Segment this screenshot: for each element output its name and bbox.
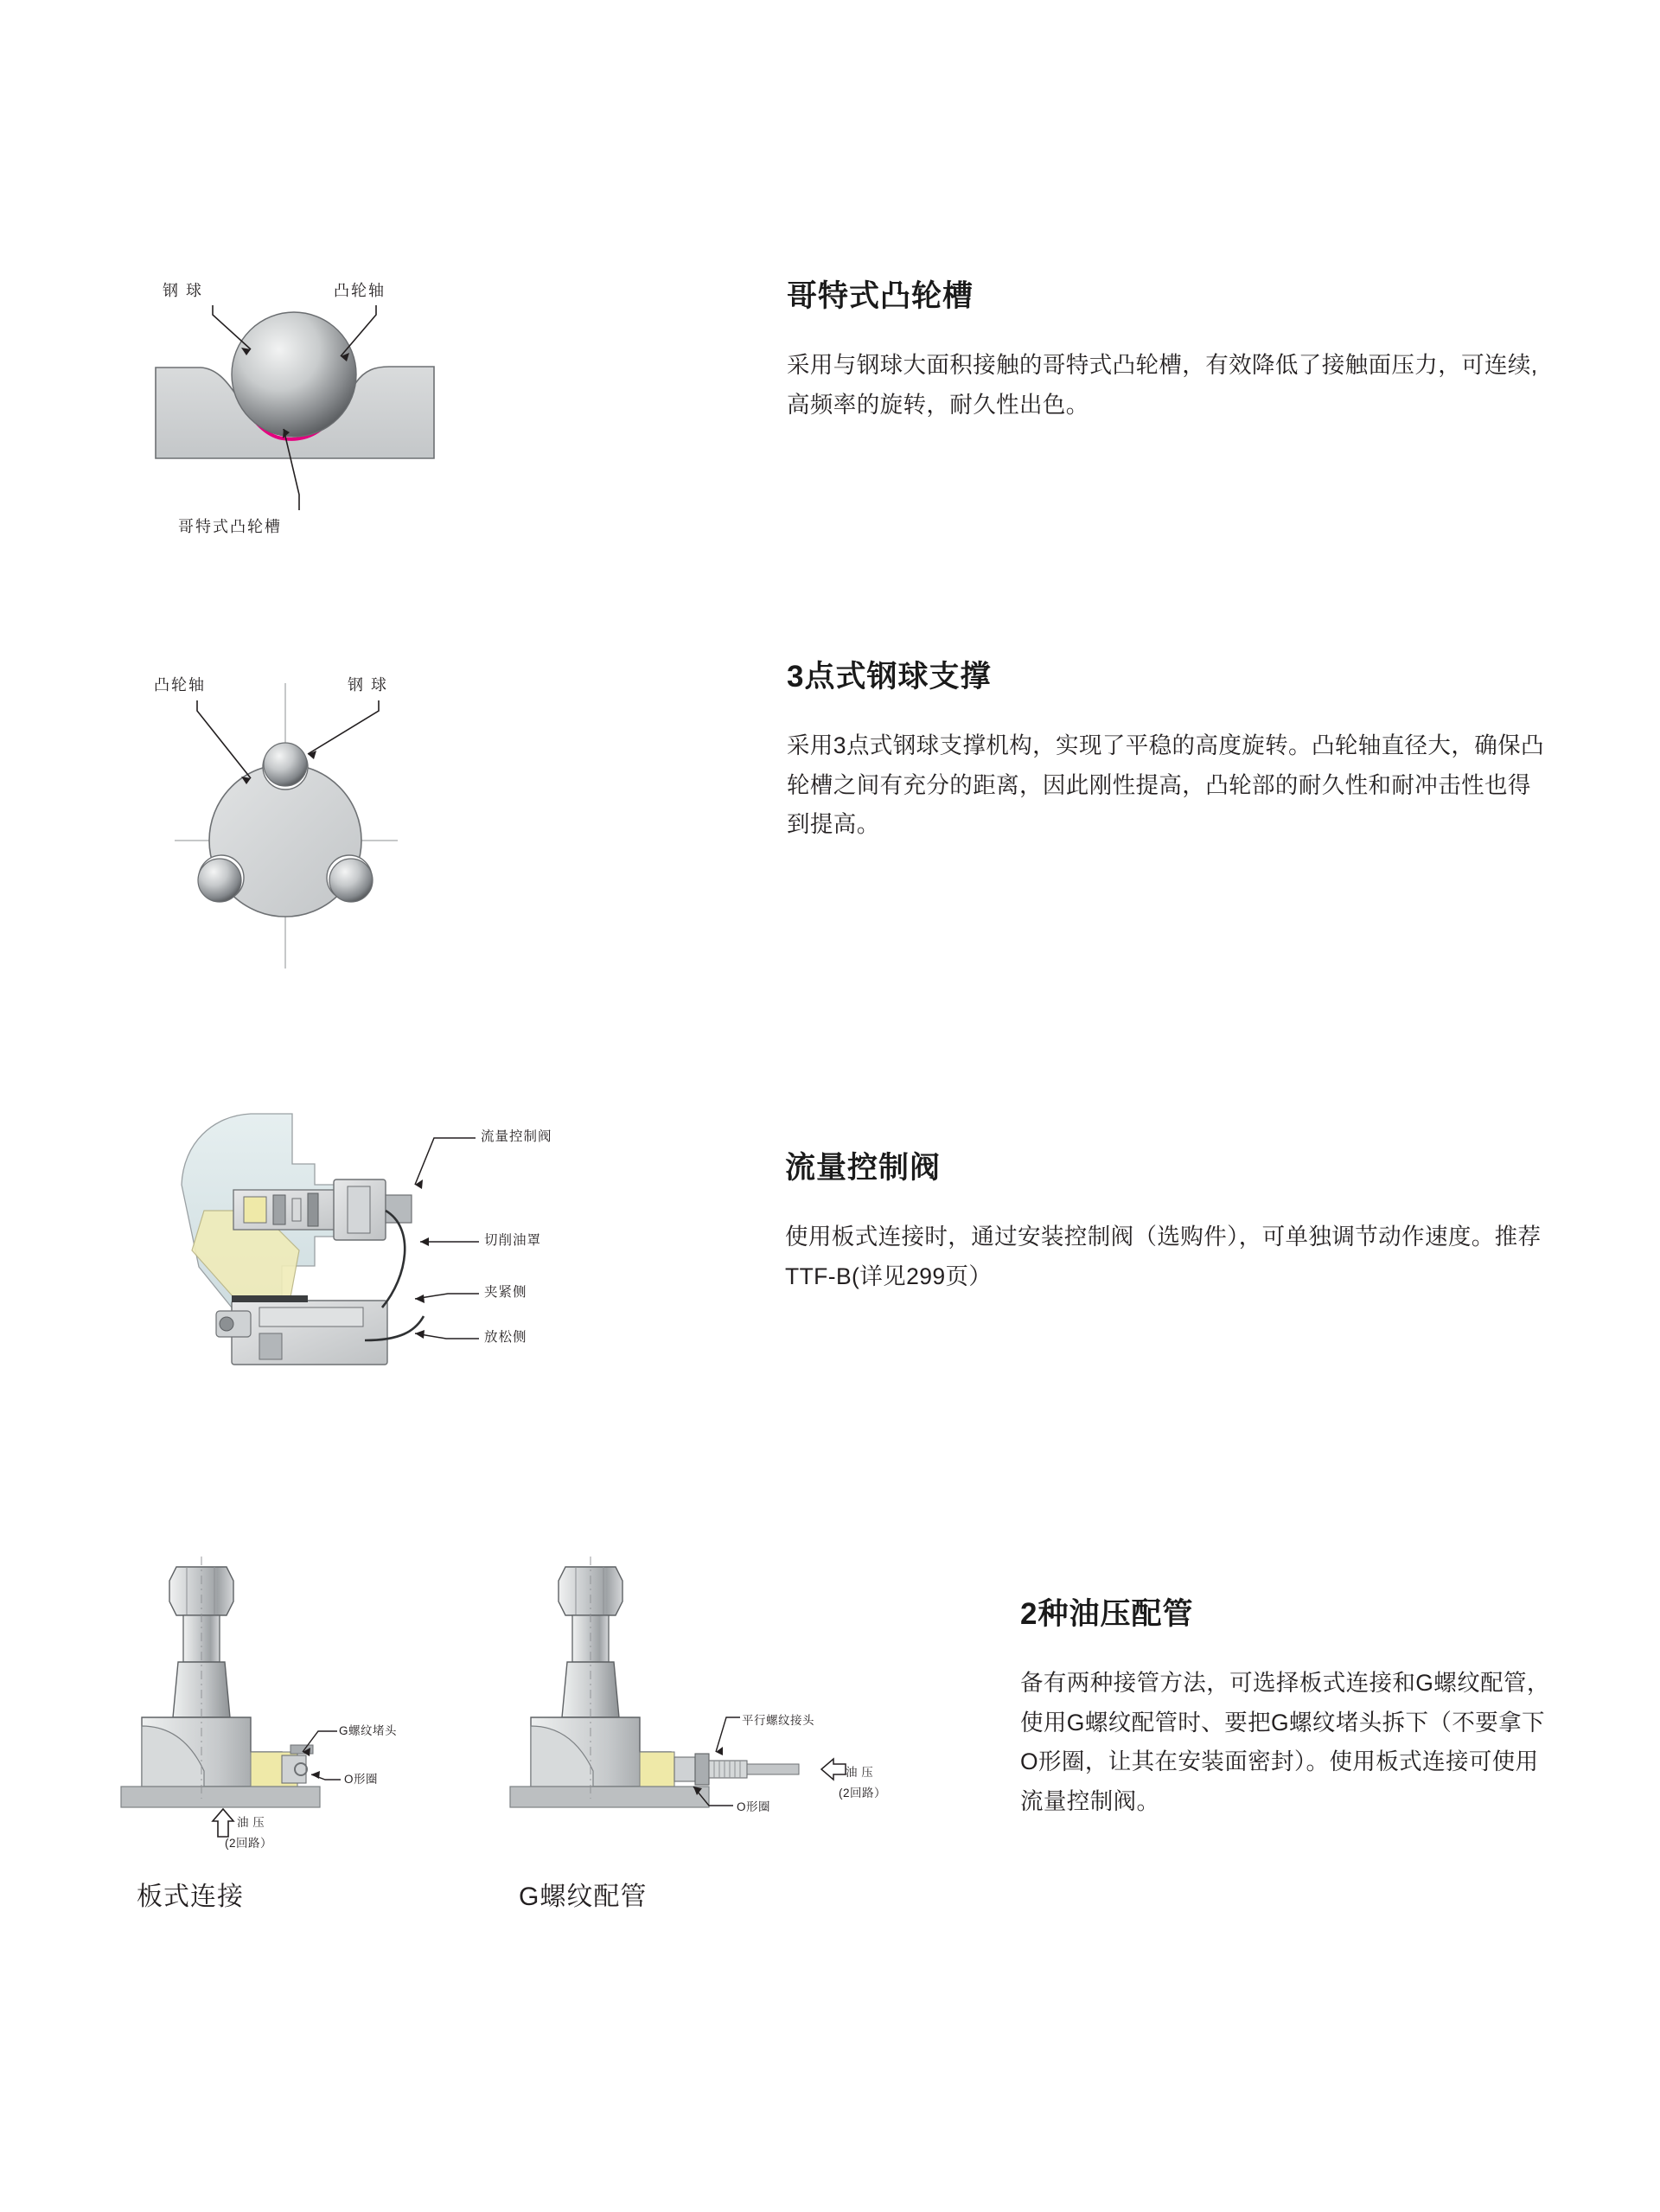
g-thread-piping-drawing: [510, 1548, 925, 1911]
figure-g-thread-piping: [510, 1548, 925, 1911]
section-title: 哥特式凸轮槽: [787, 279, 974, 313]
text-three-point-ball-support: [787, 657, 1548, 845]
section-gothic-cam-groove: [130, 259, 1548, 571]
label-camshaft: 凸轮轴: [334, 282, 386, 299]
label-oil-pressure-circuits: (2回路）: [839, 1787, 887, 1800]
label-cutting-oil-cover: 切削油罩: [484, 1233, 542, 1248]
label-g-thread-plug: G螺纹堵头: [339, 1724, 398, 1737]
section-body: 备有两种接管方法，可选择板式连接和G螺纹配管，使用G螺纹配管时、要把G螺纹堵头拆下（不要拿下O形圈，让其在安装面密封）。使用板式连接可使用流量控制阀。: [1020, 1670, 1550, 1814]
section-body: 采用与钢球大面积接触的哥特式凸轮槽，有效降低了接触面压力，可连续,高频率的旋转，耐久性出色。: [787, 352, 1538, 418]
text-gothic-cam-groove: [787, 259, 1548, 425]
figure-flow-control-valve: [130, 1081, 579, 1427]
label-oil-pressure: 油 压: [846, 1766, 874, 1779]
figure-gothic-cam-groove: [130, 259, 493, 571]
section-flow-control-valve: [130, 1081, 1548, 1427]
section-title: 流量控制阀: [785, 1151, 942, 1185]
label-camshaft: 凸轮轴: [154, 676, 206, 694]
figure-three-point-ball-support: [130, 657, 493, 1003]
label-ball: 钢 球: [163, 282, 204, 299]
label-ball: 钢 球: [348, 676, 389, 694]
label-o-ring: O形圈: [344, 1773, 379, 1786]
section-title: 2种油压配管: [1020, 1597, 1194, 1631]
caption-plate-connection: 板式连接: [137, 1883, 244, 1911]
label-clamp-side: 夹紧侧: [484, 1285, 527, 1300]
plate-connection-drawing: [121, 1548, 519, 1911]
section-two-hydraulic-piping: [121, 1548, 1591, 1911]
section-title: 3点式钢球支撑: [787, 660, 992, 694]
label-parallel-thread-joint: 平行螺纹接头: [742, 1714, 814, 1727]
section-body: 采用3点式钢球支撑机构，实现了平稳的高度旋转。凸轮轴直径大，确保凸轮槽之间有充分的距离，因此刚性提高，凸轮部的耐久性和耐冲击性也得到提高。: [787, 732, 1544, 838]
section-three-point-ball-support: [130, 657, 1548, 1003]
three-point-support-drawing: [130, 657, 493, 1003]
label-gothic-groove: 哥特式凸轮槽: [178, 518, 282, 535]
label-o-ring: O形圈: [737, 1800, 771, 1813]
label-unclamp-side: 放松侧: [484, 1330, 527, 1345]
label-oil-pressure-circuits: (2回路）: [225, 1837, 273, 1850]
figure-plate-connection: [121, 1548, 519, 1911]
caption-g-thread-piping: G螺纹配管: [519, 1883, 648, 1911]
text-flow-control-valve: [785, 1081, 1548, 1296]
label-oil-pressure: 油 压: [237, 1816, 265, 1829]
text-two-hydraulic-piping: [1020, 1548, 1556, 1821]
label-flow-control-valve: 流量控制阀: [481, 1129, 552, 1144]
section-body: 使用板式连接时，通过安装控制阀（选购件），可单独调节动作速度。推荐TTF-B(详见299页）: [785, 1224, 1542, 1289]
